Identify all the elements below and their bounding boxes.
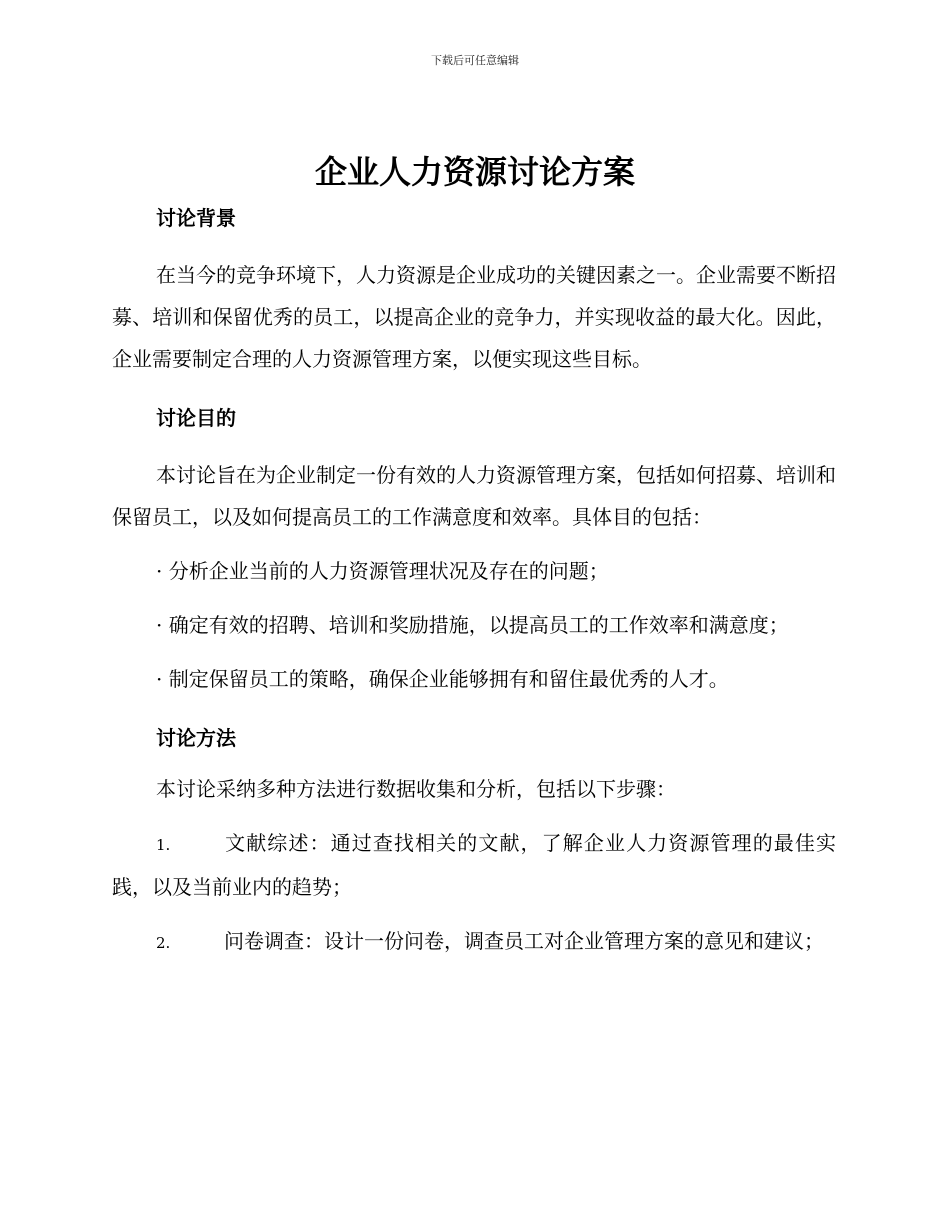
section-heading-purpose: 讨论目的 [156, 406, 236, 430]
section-heading-background: 讨论背景 [156, 206, 236, 230]
document-body [112, 196, 836, 964]
step-text: 文献综述：通过查找相关的文献，了解企业人力资源管理的最佳实践，以及当前业内的趋势； [112, 831, 836, 899]
page-header-note: 下载后可任意编辑 [431, 54, 519, 67]
method-step-item [112, 920, 836, 964]
background-paragraph: 在当今的竞争环境下，人力资源是企业成功的关键因素之一。企业需要不断招募、培训和保留优秀的员工，以提高企业的竞争力，并实现收益的最大化。因此，企业需要制定合理的人力资源管理方案，以便实现这些目标。 [112, 263, 836, 371]
document-title: 企业人力资源讨论方案 [314, 153, 635, 191]
method-paragraph: 本讨论采纳多种方法进行数据收集和分析，包括以下步骤： [156, 777, 676, 801]
step-text: 问卷调查：设计一份问卷，调查员工对企业管理方案的意见和建议； [224, 929, 824, 953]
purpose-bullet-item: · 分析企业当前的人力资源管理状况及存在的问题； [156, 559, 609, 583]
purpose-paragraph: 本讨论旨在为企业制定一份有效的人力资源管理方案，包括如何招募、培训和保留员工，以及如何提高员工的工作满意度和效率。具体目的包括： [112, 463, 836, 529]
method-step-item [112, 822, 836, 908]
purpose-bullet-item: · 确定有效的招聘、培训和奖励措施，以提高员工的工作效率和满意度； [156, 613, 789, 637]
step-number: 2. [156, 934, 171, 952]
purpose-bullet-item: · 制定保留员工的策略，确保企业能够拥有和留住最优秀的人才。 [156, 667, 729, 691]
section-heading-method: 讨论方法 [156, 726, 236, 750]
step-number: 1. [156, 836, 171, 854]
